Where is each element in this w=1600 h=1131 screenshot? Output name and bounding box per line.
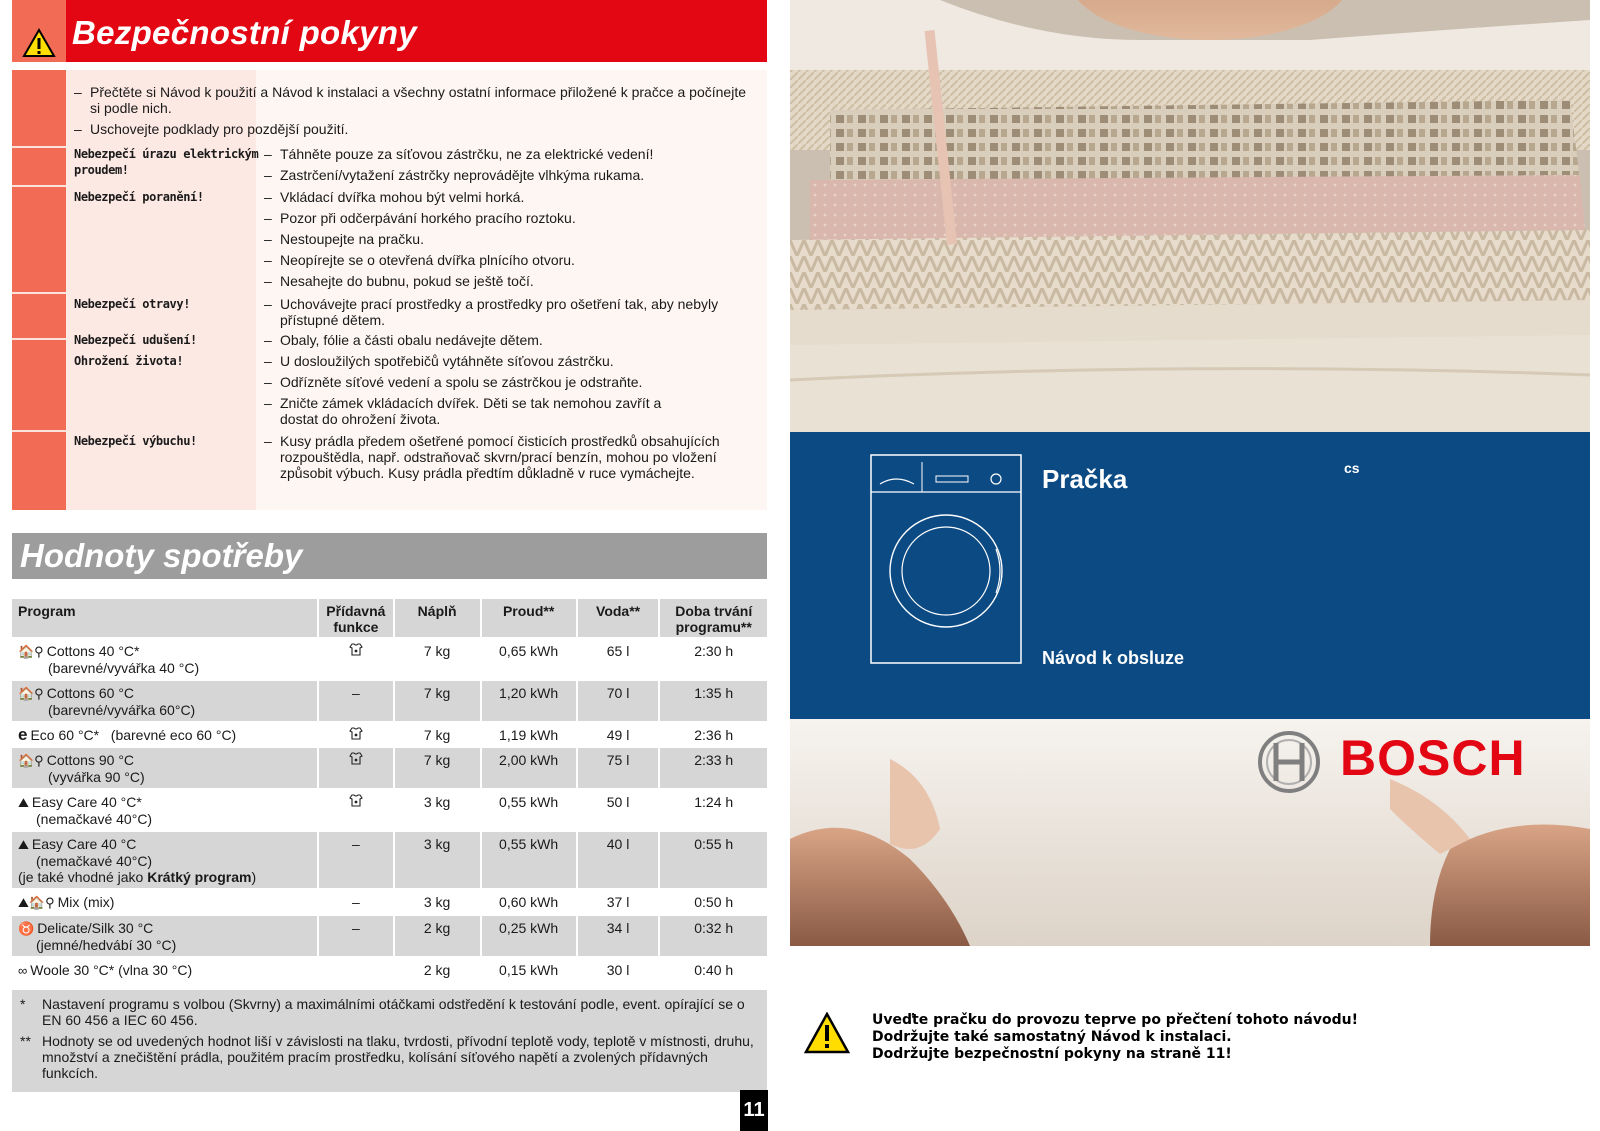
list-item: – Táhněte pouze za síťovou zástrčku, ne za elektrické vedení! — [264, 146, 654, 162]
table-row: ⛰ Easy Care 40 °C (nemačkavé 40°C) (je také vhodné jako Krátký program) – 3 kg 0,55 kWh 40 l 0:55 h — [12, 831, 767, 889]
table-row: 🏠⚲ Cottons 60 °C (barevné/vyvářka 60°C) – 7 kg 1,20 kWh 70 l 1:35 h — [12, 680, 767, 722]
footnotes — [12, 990, 767, 1092]
list-item: – U dosloužilých spotřebičů vytáhněte síťovou zástrčku. — [264, 353, 614, 369]
table-row: ⛰🏠⚲ Mix (mix) – 3 kg 0,60 kWh 37 l 0:50 h — [12, 889, 767, 915]
warning-icon-box — [12, 0, 66, 62]
hands-photo — [790, 719, 1590, 946]
list-item: – Uchovávejte prací prostředky a prostředky pro ošetření tak, aby nebyly přístupné dětem. — [264, 296, 719, 328]
table-row: ♉ Delicate/Silk 30 °C (jemné/hedvábí 30 °C) – 2 kg 0,25 kWh 34 l 0:32 h — [12, 915, 767, 957]
list-item: – Nestoupejte na pračku. — [264, 231, 424, 247]
safety-header — [12, 0, 767, 62]
page-number: 11 — [740, 1090, 768, 1131]
section-label: Ohrožení života! — [74, 354, 184, 368]
warning-triangle-icon — [12, 0, 66, 62]
list-item: – Zničte zámek vkládacích dvířek. Děti se tak nemohou zavřít a dostat do ohrožení života. — [264, 395, 662, 427]
section-label: Nebezpečí výbuchu! — [74, 434, 197, 448]
easy-care-icon: ⛰ — [18, 795, 29, 810]
bosch-logo-icon — [1256, 729, 1322, 795]
cover-blue-band — [790, 432, 1590, 719]
section-label: Nebezpečí úrazu elektrickým proudem! — [74, 147, 259, 177]
laundry-stack-image — [790, 0, 1590, 432]
table-row: ∞ Woole 30 °C* (vlna 30 °C) 2 kg 0,15 kWh 30 l 0:40 h — [12, 957, 767, 983]
list-item: – Uschovejte podklady pro pozdější použití. — [74, 121, 349, 137]
stain-shirt-icon — [349, 727, 363, 740]
table-row: ⛰ Easy Care 40 °C* (nemačkavé 40°C) 3 kg 0,55 kWh 50 l 1:24 h — [12, 789, 767, 831]
manual-cover-right — [790, 0, 1590, 1131]
column-header: Náplň — [394, 599, 481, 638]
footnote: ** Hodnoty se od uvedených hodnot liší v závislosti na tlaku, tvrdosti, přívodní teplotě vody, teplotě v místnosti, druhu, množství a znečištění prádla, použitém pracím prostředku, kolísání síťového napětí a zvolených přídavných funkcích. — [20, 1033, 754, 1081]
list-item: – Zastrčení/vytažení zástrčky neprovádějte vlhkýma rukama. — [264, 167, 645, 183]
column-header: Proud** — [481, 599, 577, 638]
section-label: Nebezpečí poranění! — [74, 190, 204, 204]
consumption-table — [12, 599, 767, 984]
language-code: cs — [1344, 460, 1360, 476]
table-header-row — [12, 599, 767, 638]
stain-shirt-icon — [349, 794, 363, 807]
wool-icon: ∞ — [18, 963, 28, 978]
list-item: – Nesahejte do bubnu, pokud se ještě točí. — [264, 273, 534, 289]
column-header: Program — [12, 599, 318, 638]
delicate-butterfly-icon: ♉ — [18, 921, 35, 936]
manual-title: Návod k obsluze — [1042, 648, 1185, 668]
cottons-icon: 🏠⚲ — [18, 686, 44, 701]
list-item: – Pozor při odčerpávání horkého pracího roztoku. — [264, 210, 576, 226]
eco-icon: e — [18, 725, 28, 744]
table-row: 🏠⚲ Cottons 90 °C (vyvářka 90 °C) 7 kg 2,00 kWh 75 l 2:33 h — [12, 747, 767, 789]
table-row: e Eco 60 °C* (barevné eco 60 °C) 7 kg 1,19 kWh 49 l 2:36 h — [12, 722, 767, 747]
list-item: – Odřízněte síťové vedení a spolu se zástrčkou je odstraňte. — [264, 374, 643, 390]
safety-intro — [74, 84, 754, 142]
list-item: – Obaly, fólie a části obalu nedávejte dětem. — [264, 332, 543, 348]
easy-care-icon: ⛰ — [18, 837, 29, 852]
list-item: – Neopírejte se o otevřená dvířka plnícího otvoru. — [264, 252, 575, 268]
column-header: Přídavná funkce — [318, 599, 394, 638]
table-row: 🏠⚲ Cottons 40 °C* (barevné/vyvářka 40 °C) 7 kg 0,65 kWh 65 l 2:30 h — [12, 638, 767, 680]
section-label: Nebezpečí otravy! — [74, 297, 191, 311]
column-header: Doba trvání programu** — [659, 599, 767, 638]
list-item: – Přečtěte si Návod k použití a Návod k instalaci a všechny ostatní informace přiložené k pračce a počínejte si podle nich. — [74, 84, 747, 116]
cottons-icon: 🏠⚲ — [18, 753, 44, 768]
consumption-title: Hodnoty spotřeby — [20, 537, 303, 574]
warning-triangle-icon — [804, 1012, 850, 1054]
manual-page-left — [0, 0, 780, 1131]
section-label: Nebezpečí udušení! — [74, 333, 197, 347]
list-item: – Kusy prádla předem ošetřené pomocí čisticích prostředků obsahujících rozpouštědla, např. odstraňovač skvrn/prací benzín, mohou po vložení způsobit výbuch. Kusy prádla předtím důkladně v ruce vymáchejte. — [264, 433, 720, 481]
cottons-icon: 🏠⚲ — [18, 644, 44, 659]
product-title: Pračka — [1042, 464, 1128, 494]
footnote: * Nastavení programu s volbou (Skvrny) a maximálními otáčkami odstředění k testování podle, event. opírající se o EN 60 456 a IEC 60 456. — [20, 996, 745, 1028]
washing-machine-icon — [870, 454, 1022, 664]
laundry-stack-photo — [790, 0, 1590, 432]
consumption-header — [12, 533, 767, 579]
list-item: – Vkládací dvířka mohou být velmi horká. — [264, 189, 525, 205]
safety-stripe — [12, 70, 66, 510]
safety-title: Bezpečnostní pokyny — [72, 14, 417, 51]
cover-warning-text: Uveďte pračku do provozu teprve po přečtení tohoto návodu! Dodržujte také samostatný Návod k instalaci. Dodržujte bezpečnostní pokyny na straně 11! — [872, 1012, 1358, 1062]
brand-logo: BOSCH — [1340, 730, 1526, 786]
column-header: Voda** — [577, 599, 660, 638]
mix-icon: ⛰🏠⚲ — [18, 895, 55, 910]
stain-shirt-icon — [349, 643, 363, 656]
stain-shirt-icon — [349, 752, 363, 765]
